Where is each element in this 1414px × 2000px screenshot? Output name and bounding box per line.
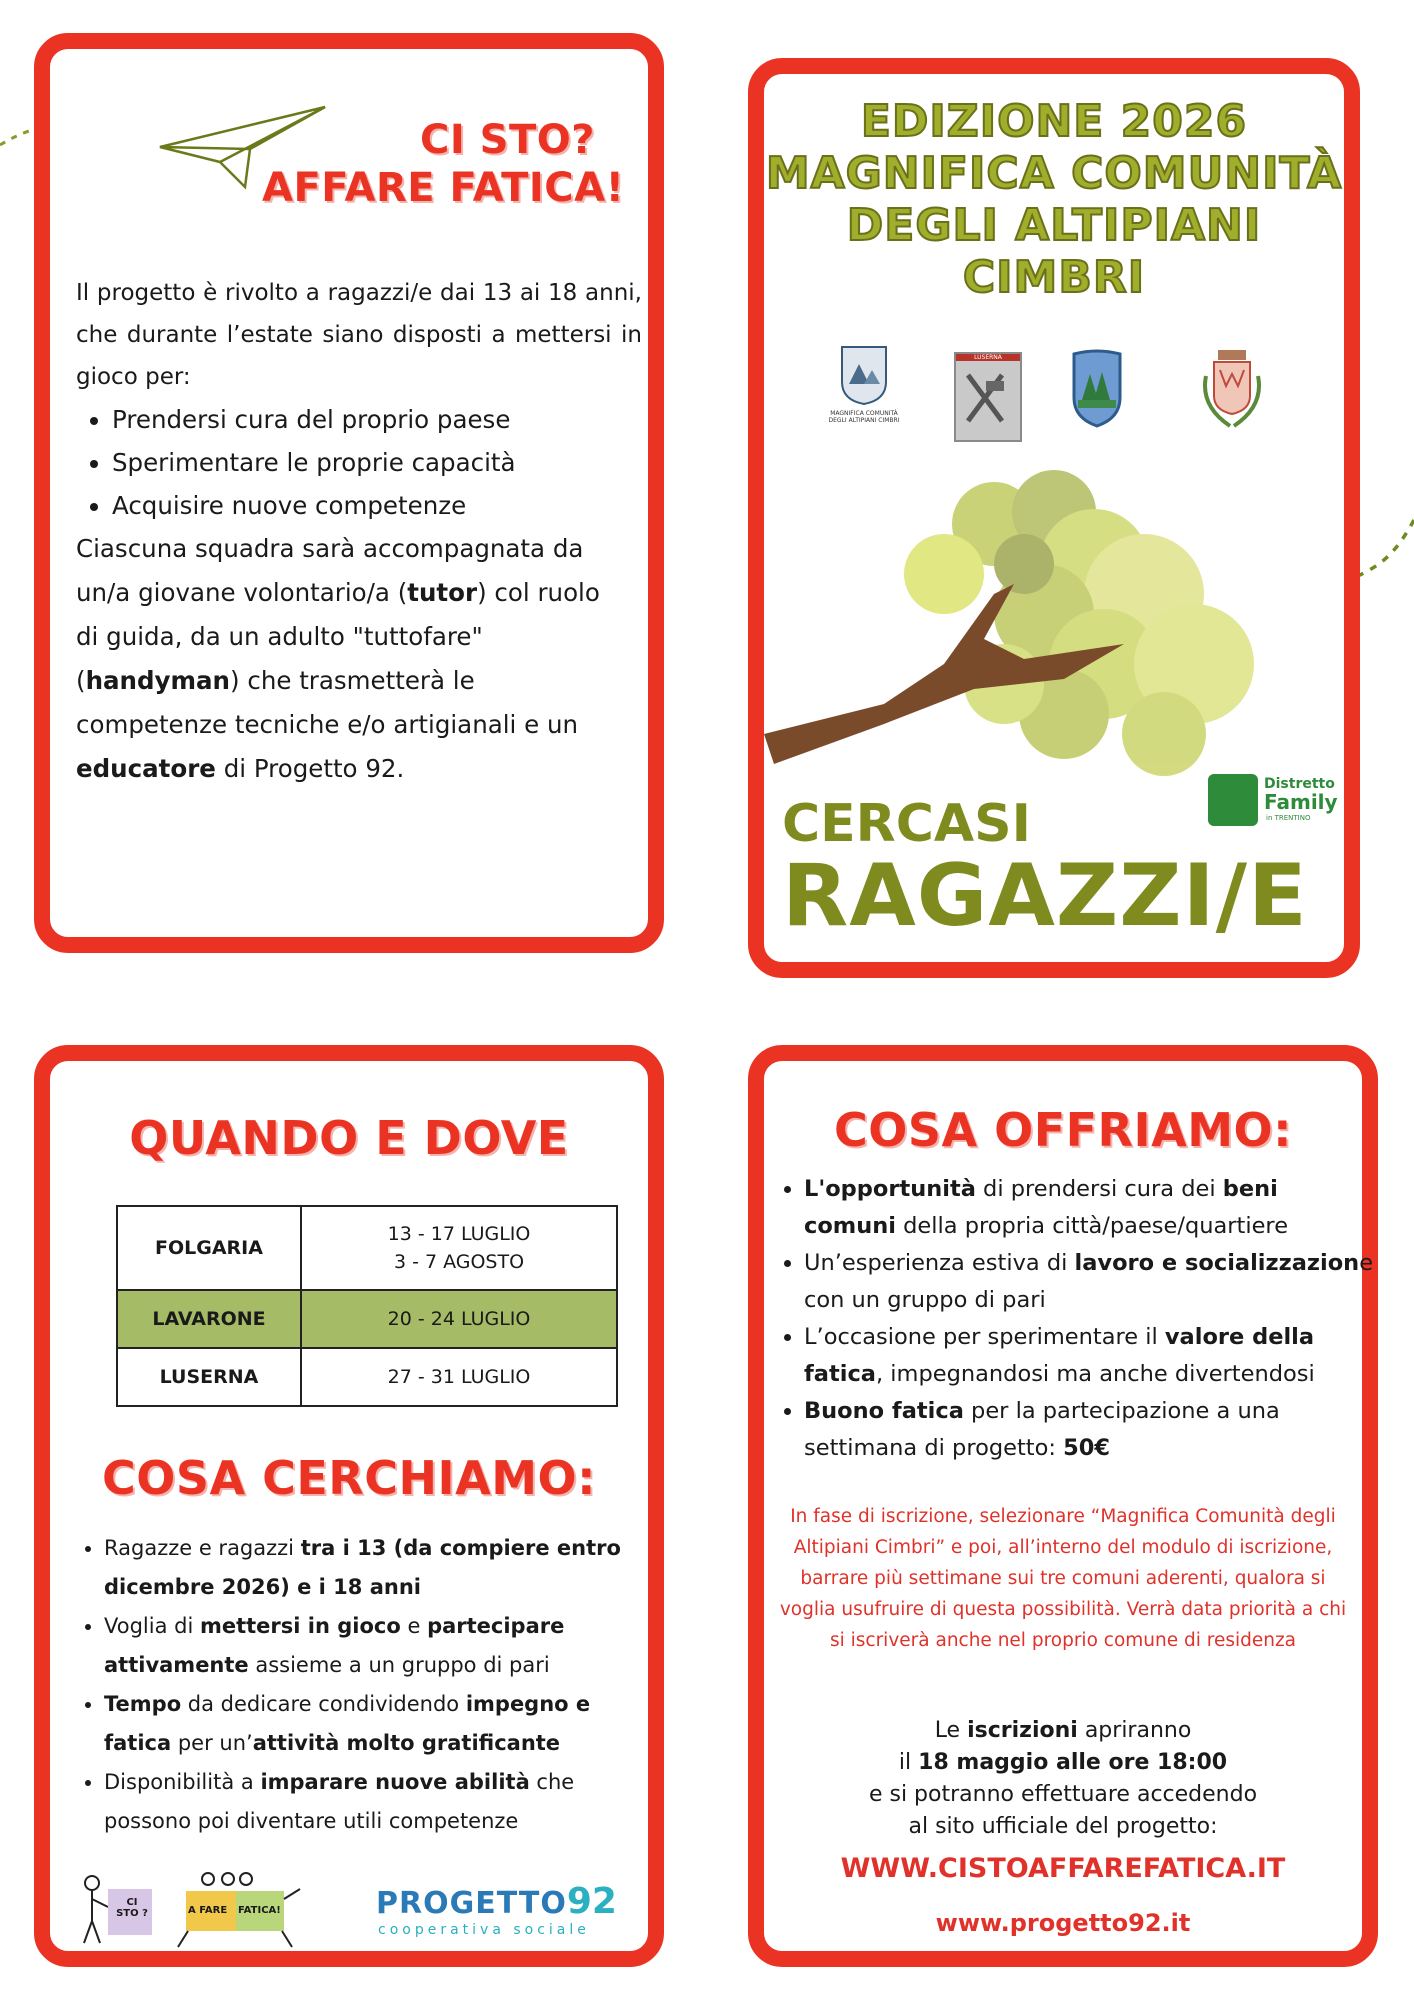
logo-subtitle: cooperativa sociale bbox=[378, 1922, 590, 1938]
list-item: • Ragazze e ragazzi tra i 13 (da compiere entro dicembre 2026) e i 18 anni bbox=[104, 1529, 664, 1607]
logo-text: CI STO ? bbox=[116, 1897, 148, 1919]
title-affare-fatica: AFFARE FATICA! bbox=[262, 165, 625, 211]
goals-list bbox=[76, 398, 642, 527]
edition-title bbox=[764, 96, 1344, 304]
progetto92-logo bbox=[376, 1881, 636, 1938]
table-row bbox=[117, 1290, 617, 1348]
ci-sto-logo bbox=[78, 1869, 308, 1949]
crest-luserna bbox=[954, 352, 1022, 442]
list-item: • Acquisire nuove competenze bbox=[112, 484, 642, 527]
text-bold: tutor bbox=[407, 578, 478, 607]
website-link-cisto[interactable]: WWW.CISTOAFFAREFATICA.IT bbox=[840, 1853, 1286, 1884]
list-item: • Un’esperienza estiva di lavoro e socializzazione con un gruppo di pari bbox=[804, 1245, 1374, 1319]
family-logo-mark bbox=[1208, 774, 1258, 826]
crest-comunita bbox=[824, 344, 904, 424]
dates-cell: 27 - 31 LUGLIO bbox=[301, 1348, 617, 1406]
place-cell: FOLGARIA bbox=[117, 1206, 301, 1290]
crest-folgaria bbox=[1192, 346, 1272, 436]
card-when-where bbox=[34, 1045, 664, 1967]
title-ci-sto: CI STO? bbox=[420, 117, 595, 163]
table-row bbox=[117, 1348, 617, 1406]
list-item: • Buono fatica per la partecipazione a una settimana di progetto: 50€ bbox=[804, 1393, 1374, 1467]
date-range: 3 - 7 AGOSTO bbox=[393, 1251, 525, 1273]
crest-caption: LUSERNA bbox=[956, 354, 1020, 361]
search-list bbox=[78, 1529, 664, 1841]
list-item: • L'opportunità di prendersi cura dei beni comuni della propria città/paese/quartiere bbox=[804, 1171, 1374, 1245]
cercasi-label: CERCASI bbox=[782, 794, 1031, 854]
family-logo-line2: Family bbox=[1264, 790, 1338, 814]
title-quando-dove: QUANDO E DOVE bbox=[129, 1111, 569, 1165]
text: Ciascuna squadra sarà accompagnata da un/a giovane volontario/a ( bbox=[76, 534, 584, 607]
about-content bbox=[76, 272, 642, 791]
text: ) col ruolo di guida, da un adulto "tuttofare" ( bbox=[76, 578, 600, 695]
text: ) che trasmetterà le competenze tecniche e/o artigianali e un bbox=[76, 666, 579, 739]
team-paragraph bbox=[76, 527, 616, 791]
crest-caption: MAGNIFICA COMUNITÀ DEGLI ALTIPIANI CIMBRI bbox=[828, 410, 900, 424]
text-bold: educatore bbox=[76, 754, 216, 783]
distretto-family-logo bbox=[1208, 774, 1338, 830]
crest-lavarone bbox=[1070, 348, 1124, 428]
logo-text: FATICA! bbox=[238, 1905, 281, 1916]
text-bold: handyman bbox=[85, 666, 230, 695]
list-item: • Prendersi cura del proprio paese bbox=[112, 398, 642, 441]
tree-branch-illustration bbox=[764, 464, 1324, 794]
table-row bbox=[117, 1206, 617, 1290]
title-cosa-cerchiamo: COSA CERCHIAMO: bbox=[102, 1451, 596, 1505]
date-range: 13 - 17 LUGLIO bbox=[387, 1223, 531, 1245]
logo-text: A FARE bbox=[188, 1905, 228, 1916]
offer-list bbox=[780, 1171, 1374, 1467]
title-line: CIMBRI bbox=[962, 252, 1146, 303]
title-line: EDIZIONE 2026 bbox=[860, 96, 1248, 147]
list-item: • Disponibilità a imparare nuove abilità che possono poi diventare utili competenze bbox=[104, 1763, 664, 1841]
website-link-progetto92[interactable]: www.progetto92.it bbox=[935, 1909, 1191, 1937]
registration-note: In fase di iscrizione, selezionare “Magnifica Comunità degli Altipiani Cimbri” e poi, all’interno del modulo di iscrizione, barrare più settimane sui tre comuni aderenti, qualora si voglia usufruire di questa possibilità. Verrà data priorità a chi si iscriverà anche nel proprio comune di residenza bbox=[779, 1506, 1347, 1651]
title-line: MAGNIFICA COMUNITÀ bbox=[765, 148, 1343, 199]
dates-cell: 20 - 24 LUGLIO bbox=[301, 1290, 617, 1348]
logo-name: PROGETTO bbox=[376, 1886, 567, 1921]
card-cover bbox=[748, 58, 1360, 978]
card-about bbox=[34, 33, 664, 953]
registration-info: Le iscrizioni apriranno il 18 maggio alle ore 18:00 e si potranno effettuare accedendo al sito ufficiale del progetto: bbox=[868, 1718, 1258, 1839]
list-item: • Voglia di mettersi in gioco e partecipare attivamente assieme a un gruppo di pari bbox=[104, 1607, 664, 1685]
place-cell: LAVARONE bbox=[117, 1290, 301, 1348]
list-item: • L’occasione per sperimentare il valore della fatica, impegnandosi ma anche divertendosi bbox=[804, 1319, 1374, 1393]
ragazzi-label: RAGAZZI/E bbox=[782, 846, 1308, 946]
schedule-table bbox=[116, 1205, 618, 1407]
title-cosa-offriamo: COSA OFFRIAMO: bbox=[834, 1103, 1292, 1157]
family-logo-line3: in TRENTINO bbox=[1266, 814, 1311, 822]
dates-cell bbox=[301, 1206, 617, 1290]
place-cell: LUSERNA bbox=[117, 1348, 301, 1406]
family-logo-line1: Distretto bbox=[1264, 776, 1335, 792]
list-item: • Tempo da dedicare condividendo impegno e fatica per un’attività molto gratificante bbox=[104, 1685, 664, 1763]
text: di Progetto 92. bbox=[215, 754, 405, 783]
card-offer bbox=[748, 1045, 1378, 1967]
list-item: • Sperimentare le proprie capacità bbox=[112, 441, 642, 484]
title-line: DEGLI ALTIPIANI bbox=[846, 200, 1262, 251]
intro-text: Il progetto è rivolto a ragazzi/e dai 13 ai 18 anni, che durante l’estate siano disposti a mettersi in gioco per: bbox=[76, 280, 642, 390]
logo-number: 92 bbox=[566, 1881, 617, 1922]
